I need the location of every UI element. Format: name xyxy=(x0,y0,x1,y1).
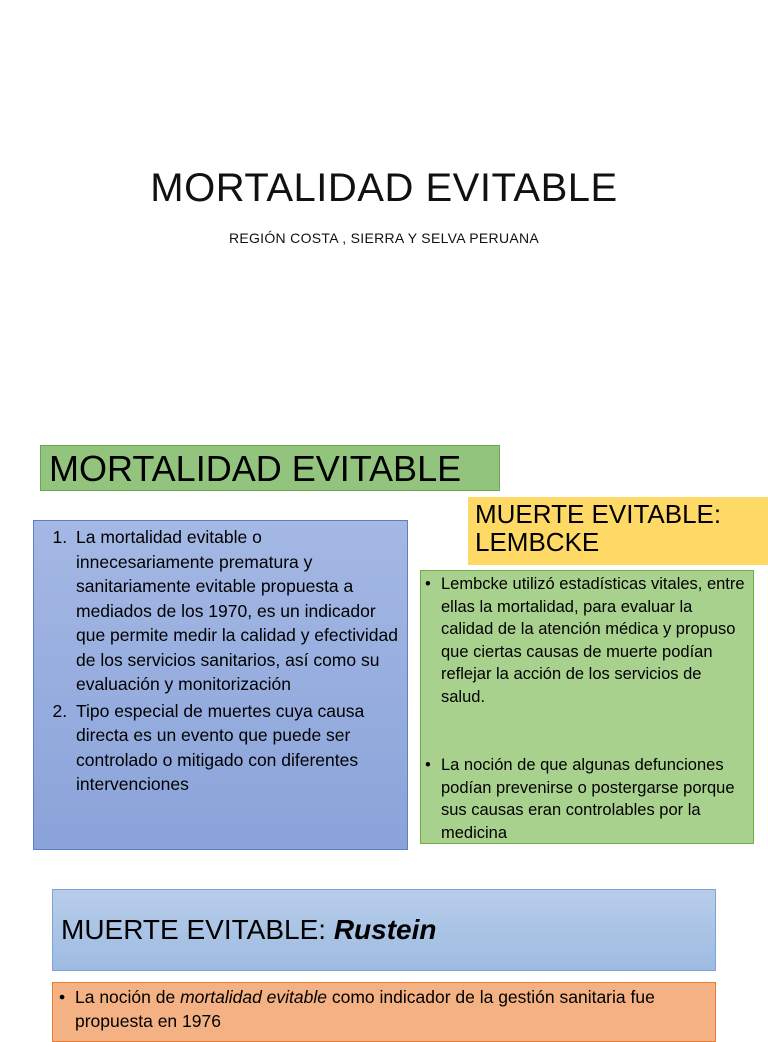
rustein-heading xyxy=(52,889,716,971)
list-item xyxy=(425,573,747,708)
bullet-text: Lembcke utilizó estadísticas vitales, entre ellas la mortalidad, para evaluar la calidad de la atención médica y propuso que ciertas causas de muerte podían reflejar la acción de los servicios de salud. xyxy=(441,575,745,706)
lembcke-heading: MUERTE EVITABLE: LEMBCKE xyxy=(468,497,768,565)
list-item: 1. La mortalidad evitable o innecesariamente prematura y sanitariamente evitable propuesta a mediados de los 1970, es un indicador que permite medir la calidad y efectividad de los servicios sanitarios, así como su evaluación y monitorización xyxy=(72,525,401,697)
page-title: MORTALIDAD EVITABLE xyxy=(150,166,618,210)
definitions-list xyxy=(38,525,401,797)
rustein-heading-name: Rustein xyxy=(333,914,437,945)
list-item xyxy=(425,754,747,844)
bullet-icon: • xyxy=(59,987,66,1007)
list-item: 2. Tipo especial de muertes cuya causa directa es un evento que puede ser controlado o mitigado con diferentes intervenciones xyxy=(72,699,401,797)
lembcke-box xyxy=(420,570,754,844)
list-item xyxy=(59,985,707,1033)
section-heading-mortalidad: MORTALIDAD EVITABLE xyxy=(40,445,500,491)
bullet-text: La noción de que algunas defunciones podían prevenirse o postergarse porque sus causas eran controlables por la medicina xyxy=(441,756,735,842)
page-subtitle: REGIÓN COSTA , SIERRA Y SELVA PERUANA xyxy=(228,230,540,246)
definitions-box xyxy=(33,520,408,850)
bullet-icon: • xyxy=(425,575,431,593)
bullet-icon: • xyxy=(425,756,431,774)
bullet-text: La noción de mortalidad evitable como indicador de la gestión sanitaria fue propuesta en 1976 xyxy=(75,987,655,1031)
bullet-emphasis: mortalidad evitable xyxy=(180,987,327,1007)
rustein-heading-prefix: MUERTE EVITABLE: xyxy=(61,914,334,945)
rustein-box xyxy=(52,982,716,1042)
